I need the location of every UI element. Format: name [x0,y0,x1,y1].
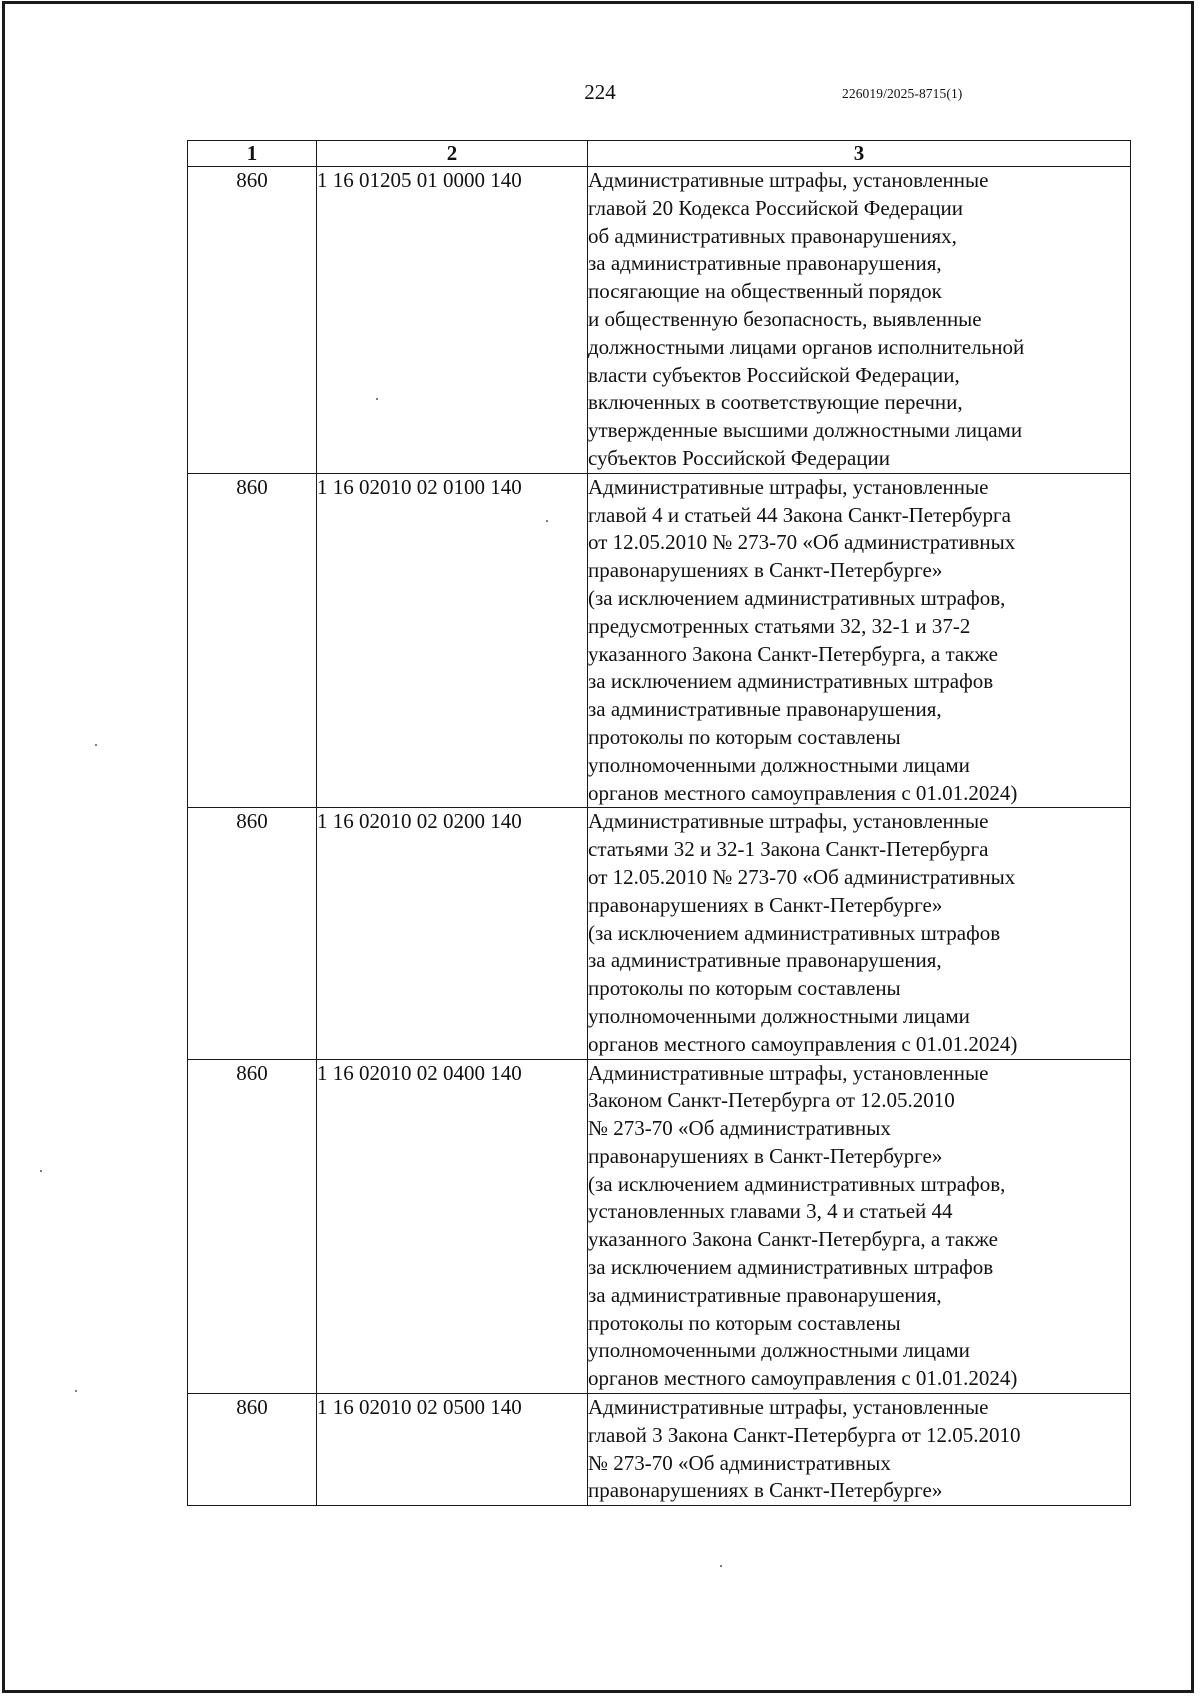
description-line: правонарушениях в Санкт-Петербурге» [588,1478,943,1503]
kbk-code-cell: 1 16 02010 02 0400 140 [317,1059,588,1394]
description-line: правонарушениях в Санкт-Петербурге» [588,892,943,917]
table-row [188,1394,1131,1506]
scan-speck [40,1170,42,1172]
description-line: включенных в соответствующие перечни, [588,390,963,415]
description-line: (за исключением административных штрафов, [588,1171,1006,1196]
table-row [188,1059,1131,1394]
description-line: за исключением административных штрафов [588,669,994,694]
table-body [188,167,1131,1506]
description-line: власти субъектов Российской Федерации, [588,362,960,387]
scan-speck [720,1565,722,1567]
admin-code-cell: 860 [188,167,317,474]
description-line: Административные штрафы, установленные [588,168,989,192]
description-line: № 273-70 «Об административных [588,1450,891,1475]
description-line: органов местного самоуправления с 01.01.2024) [588,1031,1018,1056]
description-line: Административные штрафы, установленные [588,809,989,834]
scan-speck [546,520,548,522]
column-header-1: 1 [188,141,317,167]
description-line: главой 3 Закона Санкт-Петербурга от 12.05.2010 [588,1422,1021,1447]
document-reference: 226019/2025-8715(1) [842,86,963,101]
description-line: главой 4 и статьей 44 Закона Санкт-Петербурга [588,502,1011,527]
description-cell [588,1059,1131,1394]
description-line: за исключением административных штрафов [588,1255,994,1280]
description-line: статьями 32 и 32-1 Закона Санкт-Петербурга [588,837,989,862]
description-line: № 273-70 «Об административных [588,1116,891,1141]
scan-speck [75,1390,77,1392]
budget-codes-table [187,140,1131,1506]
table-header-row [188,141,1131,167]
description-line: Законом Санкт-Петербурга от 12.05.2010 [588,1088,955,1113]
description-line: от 12.05.2010 № 273-70 «Об административных [588,530,1016,555]
description-line: протоколы по которым составлены [588,724,901,749]
description-line: уполномоченными должностными лицами [588,752,970,777]
description-line: Административные штрафы, установленные [588,1395,989,1420]
description-line: утвержденные высшими должностными лицами [588,418,1023,443]
description-line: (за исключением административных штрафов, [588,585,1006,610]
description-line: за административные правонарушения, [588,251,942,276]
description-line: (за исключением административных штрафов [588,920,1001,945]
description-line: субъектов Российской Федерации [588,445,891,470]
kbk-code-cell: 1 16 01205 01 0000 140 [317,167,588,474]
description-line: предусмотренных статьями 32, 32-1 и 37-2 [588,613,971,638]
description-line: уполномоченными должностными лицами [588,1338,970,1363]
description-cell [588,1394,1131,1506]
kbk-code-cell: 1 16 02010 02 0500 140 [317,1394,588,1506]
description-line: указанного Закона Санкт-Петербурга, а также [588,641,998,666]
column-header-3: 3 [588,141,1131,167]
description-line: органов местного самоуправления с 01.01.2024) [588,780,1018,805]
description-line: органов местного самоуправления с 01.01.2024) [588,1366,1018,1391]
admin-code-cell: 860 [188,473,317,808]
description-line: Административные штрафы, установленные [588,1060,989,1085]
description-line: указанного Закона Санкт-Петербурга, а также [588,1227,998,1252]
description-line: Административные штрафы, установленные [588,474,989,499]
description-cell [588,808,1131,1059]
admin-code-cell: 860 [188,1059,317,1394]
scan-speck [95,744,97,746]
description-line: главой 20 Кодекса Российской Федерации [588,195,963,220]
kbk-code-cell: 1 16 02010 02 0200 140 [317,808,588,1059]
page-number: 224 [584,80,616,104]
table-row [188,167,1131,474]
description-cell [588,167,1131,474]
description-line: за административные правонарушения, [588,1282,942,1307]
description-line: за административные правонарушения, [588,697,942,722]
admin-code-cell: 860 [188,808,317,1059]
description-line: об административных правонарушениях, [588,223,957,248]
description-line: протоколы по которым составлены [588,976,901,1001]
table-row [188,808,1131,1059]
table-row [188,473,1131,808]
description-line: протоколы по которым составлены [588,1310,901,1335]
description-line: посягающие на общественный порядок [588,279,942,304]
description-line: и общественную безопасность, выявленные [588,306,982,331]
description-line: правонарушениях в Санкт-Петербурге» [588,1143,943,1168]
kbk-code-cell: 1 16 02010 02 0100 140 [317,473,588,808]
description-line: от 12.05.2010 № 273-70 «Об административных [588,864,1016,889]
description-line: правонарушениях в Санкт-Петербурге» [588,558,943,583]
scan-speck [376,398,378,400]
description-cell [588,473,1131,808]
admin-code-cell: 860 [188,1394,317,1506]
description-line: установленных главами 3, 4 и статьей 44 [588,1199,953,1224]
column-header-2: 2 [317,141,588,167]
description-line: должностными лицами органов исполнительной [588,334,1025,359]
description-line: уполномоченными должностными лицами [588,1003,970,1028]
description-line: за административные правонарушения, [588,948,942,973]
